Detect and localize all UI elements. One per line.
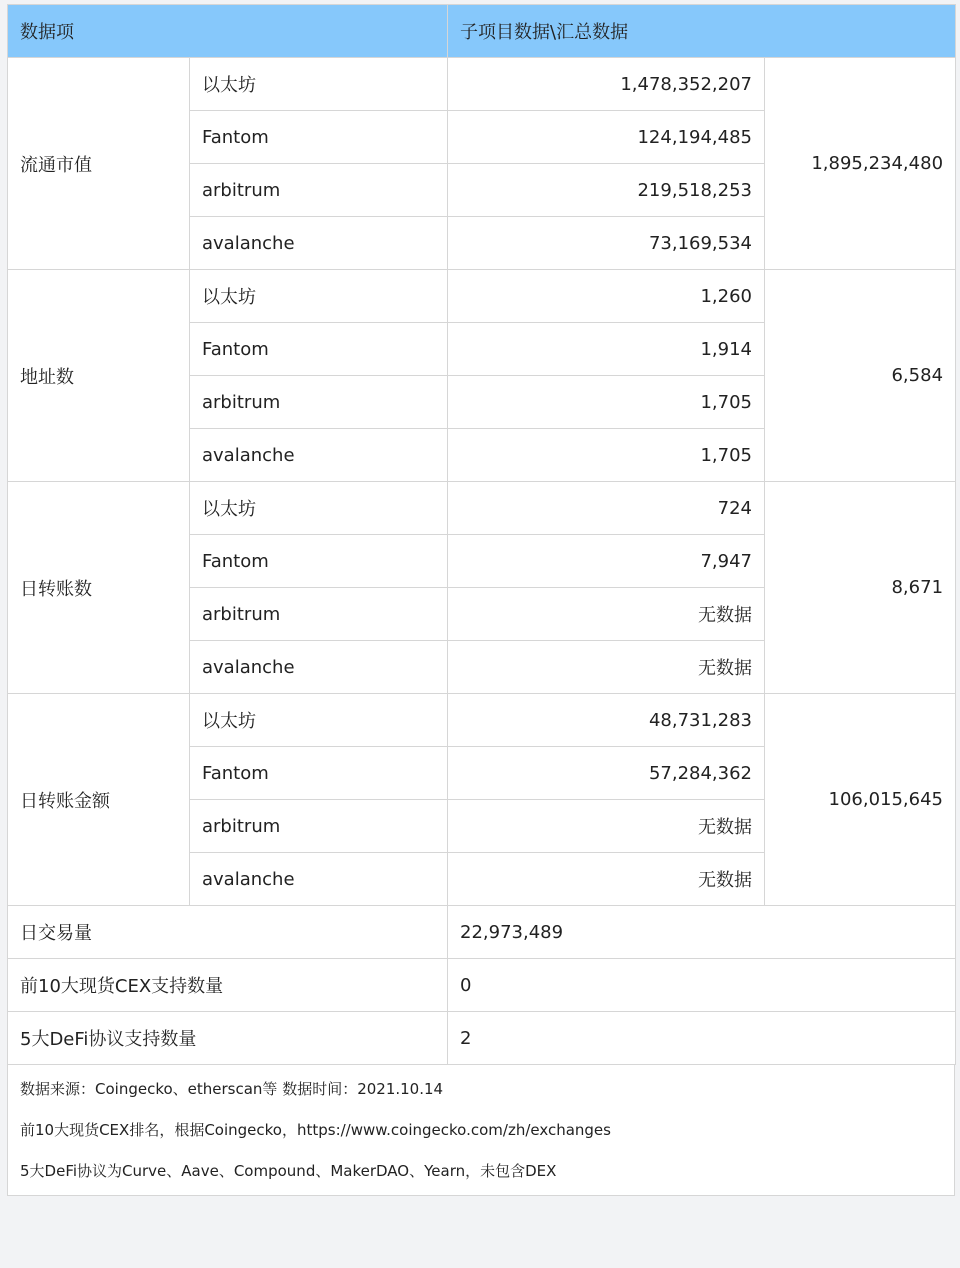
chain-label: arbitrum — [190, 164, 448, 217]
simple-metric-label: 日交易量 — [8, 906, 448, 959]
header-data-item: 数据项 — [8, 5, 448, 58]
table-row — [8, 270, 956, 323]
chain-value: 124,194,485 — [448, 111, 765, 164]
chain-label: avalanche — [190, 217, 448, 270]
table-row — [8, 694, 956, 747]
header-sub-summary: 子项目数据\汇总数据 — [448, 5, 956, 58]
metric-label: 地址数 — [8, 270, 190, 482]
simple-metric-label: 5大DeFi协议支持数量 — [8, 1012, 448, 1065]
chain-label: 以太坊 — [190, 270, 448, 323]
chain-label: Fantom — [190, 323, 448, 376]
data-sheet — [7, 4, 955, 1196]
chain-value: 57,284,362 — [448, 747, 765, 800]
metric-label: 日转账金额 — [8, 694, 190, 906]
metric-label: 流通市值 — [8, 58, 190, 270]
note-source: 数据来源：Coingecko、etherscan等 数据时间：2021.10.14 — [20, 1080, 444, 1098]
chain-label: arbitrum — [190, 800, 448, 853]
chain-value: 1,260 — [448, 270, 765, 323]
metric-total: 1,895,234,480 — [765, 58, 956, 270]
chain-value: 无数据 — [448, 853, 765, 906]
metric-total: 106,015,645 — [765, 694, 956, 906]
chain-value: 7,947 — [448, 535, 765, 588]
chain-label: 以太坊 — [190, 58, 448, 111]
chain-value: 无数据 — [448, 641, 765, 694]
chain-label: 以太坊 — [190, 482, 448, 535]
chain-value: 724 — [448, 482, 765, 535]
chain-label: Fantom — [190, 111, 448, 164]
data-table — [7, 4, 956, 1065]
chain-label: avalanche — [190, 429, 448, 482]
metric-total: 8,671 — [765, 482, 956, 694]
chain-label: Fantom — [190, 747, 448, 800]
chain-label: arbitrum — [190, 376, 448, 429]
simple-metric-label: 前10大现货CEX支持数量 — [8, 959, 448, 1012]
simple-metric-value: 2 — [448, 1012, 956, 1065]
table-header-row — [8, 5, 956, 58]
simple-metric-value: 0 — [448, 959, 956, 1012]
metric-label: 日转账数 — [8, 482, 190, 694]
chain-value: 1,705 — [448, 429, 765, 482]
table-row — [8, 58, 956, 111]
chain-value: 无数据 — [448, 588, 765, 641]
table-row — [8, 906, 956, 959]
notes-section — [7, 1065, 955, 1196]
chain-label: arbitrum — [190, 588, 448, 641]
chain-label: avalanche — [190, 853, 448, 906]
chain-label: avalanche — [190, 641, 448, 694]
chain-value: 48,731,283 — [448, 694, 765, 747]
simple-metric-value: 22,973,489 — [448, 906, 956, 959]
chain-label: Fantom — [190, 535, 448, 588]
table-row — [8, 482, 956, 535]
chain-value: 1,914 — [448, 323, 765, 376]
chain-label: 以太坊 — [190, 694, 448, 747]
chain-value: 73,169,534 — [448, 217, 765, 270]
chain-value: 1,705 — [448, 376, 765, 429]
metric-total: 6,584 — [765, 270, 956, 482]
chain-value: 1,478,352,207 — [448, 58, 765, 111]
chain-value: 无数据 — [448, 800, 765, 853]
note-defi-protocols: 5大DeFi协议为Curve、Aave、Compound、MakerDAO、Yearn，未包含DEX — [20, 1162, 557, 1180]
chain-value: 219,518,253 — [448, 164, 765, 217]
note-cex-ranking: 前10大现货CEX排名，根据Coingecko，https://www.coingecko.com/zh/exchanges — [20, 1121, 611, 1139]
table-row — [8, 959, 956, 1012]
table-row — [8, 1012, 956, 1065]
